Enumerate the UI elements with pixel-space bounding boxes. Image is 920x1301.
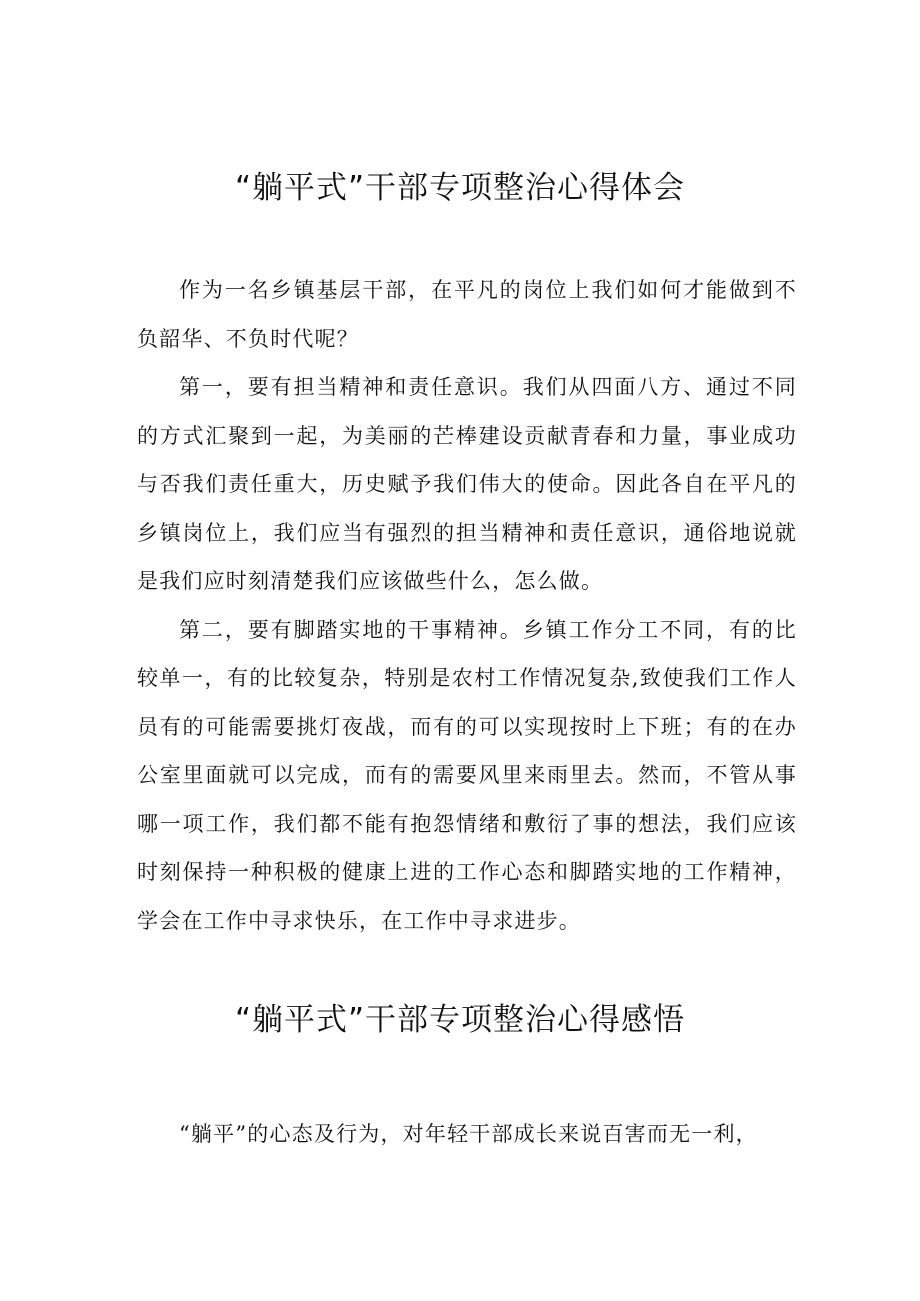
document-title-2: “躺平式”干部专项整治心得感悟: [234, 1002, 686, 1038]
document-body-2: [137, 1110, 797, 1159]
document-body-1: [137, 266, 797, 945]
document-title-1: “躺平式”干部专项整治心得体会: [234, 170, 686, 206]
paragraph-point-2: 第二，要有脚踏实地的干事精神。乡镇工作分工不同，有的比较单一，有的比较复杂，特别是农村工作情况复杂,致使我们工作人员有的可能需要挑灯夜战，而有的可以实现按时上下班；有的在办公室里面就可以完成，而有的需要风里来雨里去。然而，不管从事哪一项工作，我们都不能有抱怨情绪和敷衍了事的想法，我们应该时刻保持一种积极的健康上进的工作心态和脚踏实地的工作精神，学会在工作中寻求快乐，在工作中寻求进步。: [137, 617, 797, 933]
paragraph-opening: “躺平”的心态及行为，对年轻干部成长来说百害而无一利，: [179, 1122, 758, 1146]
paragraph-intro: 作为一名乡镇基层干部，在平凡的岗位上我们如何才能做到不负韶华、不负时代呢？: [137, 278, 797, 351]
paragraph-point-1: 第一，要有担当精神和责任意识。我们从四面八方、通过不同的方式汇聚到一起，为美丽的芒棒建设贡献青春和力量，事业成功与否我们责任重大，历史赋予我们伟大的使命。因此各自在平凡的乡镇岗位上，我们应当有强烈的担当精神和责任意识，通俗地说就是我们应时刻清楚我们应该做些什么，怎么做。: [137, 375, 797, 593]
